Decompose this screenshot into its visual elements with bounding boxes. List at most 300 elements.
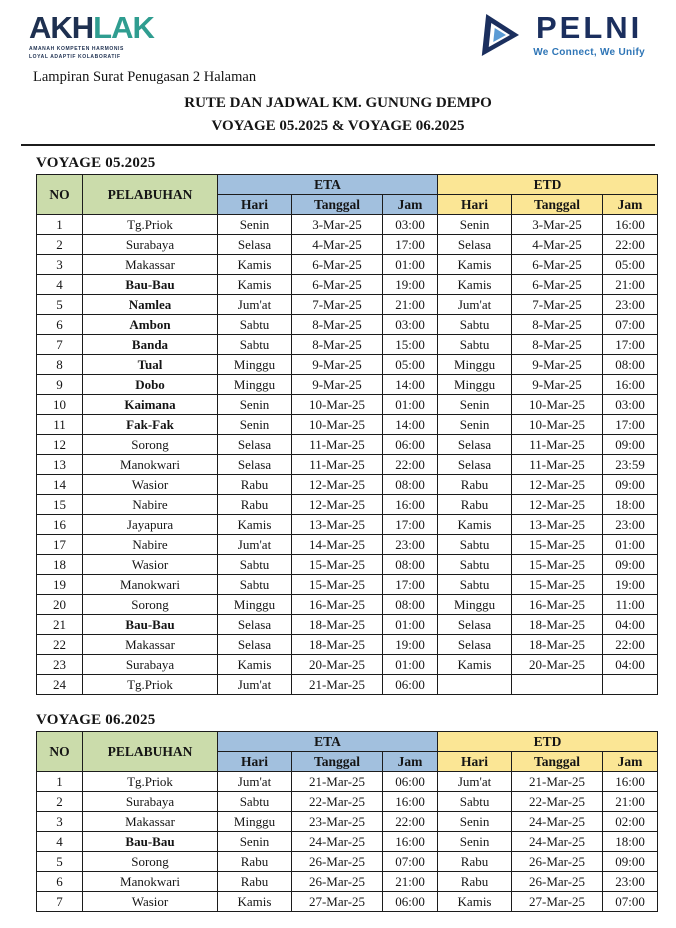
cell-etd-hari: Sabtu — [438, 315, 512, 335]
cell-eta-tanggal: 15-Mar-25 — [292, 575, 383, 595]
cell-no: 20 — [37, 595, 83, 615]
cell-etd-jam: 17:00 — [603, 335, 658, 355]
cell-etd-hari: Minggu — [438, 355, 512, 375]
cell-port: Fak-Fak — [83, 415, 218, 435]
cell-etd-tanggal: 12-Mar-25 — [512, 475, 603, 495]
cell-etd-jam: 18:00 — [603, 495, 658, 515]
cell-eta-tanggal: 27-Mar-25 — [292, 892, 383, 912]
cell-etd-tanggal: 9-Mar-25 — [512, 375, 603, 395]
cell-eta-hari: Sabtu — [218, 575, 292, 595]
cell-no: 6 — [37, 872, 83, 892]
cell-etd-tanggal: 24-Mar-25 — [512, 832, 603, 852]
cell-etd-hari — [438, 675, 512, 695]
cell-eta-jam: 21:00 — [383, 872, 438, 892]
cell-eta-jam: 23:00 — [383, 535, 438, 555]
cell-no: 17 — [37, 535, 83, 555]
cell-eta-jam: 08:00 — [383, 595, 438, 615]
cell-port: Dobo — [83, 375, 218, 395]
col-header-pelabuhan: PELABUHAN — [83, 175, 218, 215]
cell-no: 14 — [37, 475, 83, 495]
document-title — [19, 92, 657, 137]
cell-etd-jam: 05:00 — [603, 255, 658, 275]
cell-eta-jam: 19:00 — [383, 635, 438, 655]
cell-port: Manokwari — [83, 575, 218, 595]
cell-etd-hari: Kamis — [438, 275, 512, 295]
schedule-row — [37, 335, 658, 355]
schedule-row — [37, 375, 658, 395]
cell-port: Sorong — [83, 435, 218, 455]
akhlak-word-part2: LAK — [93, 10, 154, 45]
cell-port: Tg.Priok — [83, 215, 218, 235]
schedule-row — [37, 435, 658, 455]
col-header-etd-hari: Hari — [438, 195, 512, 215]
cell-port: Namlea — [83, 295, 218, 315]
cell-etd-jam: 22:00 — [603, 235, 658, 255]
cell-etd-hari: Kamis — [438, 892, 512, 912]
cell-eta-hari: Minggu — [218, 375, 292, 395]
col-header-etd-hari: Hari — [438, 752, 512, 772]
schedule-row — [37, 455, 658, 475]
table-gap — [19, 695, 657, 708]
col-group-eta: ETA — [218, 732, 438, 752]
table-header-row-1 — [37, 175, 658, 195]
cell-eta-hari: Kamis — [218, 275, 292, 295]
cell-etd-tanggal: 15-Mar-25 — [512, 555, 603, 575]
cell-no: 12 — [37, 435, 83, 455]
cell-eta-tanggal: 11-Mar-25 — [292, 455, 383, 475]
pelni-name: PELNI — [535, 10, 643, 45]
voyage1-title: VOYAGE 05.2025 — [36, 155, 156, 171]
cell-etd-tanggal: 16-Mar-25 — [512, 595, 603, 615]
cell-eta-tanggal: 10-Mar-25 — [292, 395, 383, 415]
cell-no: 22 — [37, 635, 83, 655]
col-group-etd: ETD — [438, 175, 658, 195]
cell-no: 7 — [37, 335, 83, 355]
cell-eta-jam: 15:00 — [383, 335, 438, 355]
pelni-logo — [481, 12, 645, 63]
col-header-etd-tanggal: Tanggal — [512, 752, 603, 772]
cell-eta-jam: 16:00 — [383, 832, 438, 852]
cell-etd-jam: 07:00 — [603, 315, 658, 335]
cell-etd-jam: 23:00 — [603, 295, 658, 315]
schedule-row — [37, 535, 658, 555]
cell-etd-tanggal: 26-Mar-25 — [512, 872, 603, 892]
cell-etd-jam: 03:00 — [603, 395, 658, 415]
cell-no: 11 — [37, 415, 83, 435]
cell-port: Tg.Priok — [83, 675, 218, 695]
schedule-row — [37, 892, 658, 912]
cell-etd-jam: 18:00 — [603, 832, 658, 852]
cell-etd-hari: Sabtu — [438, 575, 512, 595]
cell-etd-jam: 17:00 — [603, 415, 658, 435]
col-header-etd-jam: Jam — [603, 752, 658, 772]
title-divider — [21, 144, 655, 146]
cell-eta-hari: Jum'at — [218, 675, 292, 695]
cell-eta-tanggal: 8-Mar-25 — [292, 315, 383, 335]
cell-no: 2 — [37, 235, 83, 255]
cell-etd-tanggal: 20-Mar-25 — [512, 655, 603, 675]
schedule-row — [37, 772, 658, 792]
cell-eta-jam: 01:00 — [383, 655, 438, 675]
cell-eta-jam: 08:00 — [383, 475, 438, 495]
cell-eta-tanggal: 18-Mar-25 — [292, 635, 383, 655]
cell-eta-tanggal: 26-Mar-25 — [292, 852, 383, 872]
cell-no: 19 — [37, 575, 83, 595]
schedule-row — [37, 215, 658, 235]
cell-etd-hari: Senin — [438, 395, 512, 415]
cell-eta-jam: 01:00 — [383, 615, 438, 635]
cell-eta-hari: Rabu — [218, 872, 292, 892]
col-header-eta-jam: Jam — [383, 195, 438, 215]
col-header-etd-jam: Jam — [603, 195, 658, 215]
cell-etd-tanggal: 26-Mar-25 — [512, 852, 603, 872]
col-group-eta: ETA — [218, 175, 438, 195]
cell-eta-tanggal: 6-Mar-25 — [292, 255, 383, 275]
cell-eta-jam: 14:00 — [383, 415, 438, 435]
cell-port: Sorong — [83, 852, 218, 872]
cell-eta-tanggal: 26-Mar-25 — [292, 872, 383, 892]
cell-eta-hari: Kamis — [218, 655, 292, 675]
col-header-eta-hari: Hari — [218, 195, 292, 215]
cell-eta-jam: 16:00 — [383, 495, 438, 515]
cell-etd-hari: Sabtu — [438, 335, 512, 355]
cell-port: Bau-Bau — [83, 615, 218, 635]
cell-eta-tanggal: 20-Mar-25 — [292, 655, 383, 675]
cell-etd-tanggal: 3-Mar-25 — [512, 215, 603, 235]
cell-no: 18 — [37, 555, 83, 575]
cell-etd-hari: Senin — [438, 415, 512, 435]
cell-no: 4 — [37, 832, 83, 852]
cell-etd-hari: Jum'at — [438, 772, 512, 792]
col-group-etd: ETD — [438, 732, 658, 752]
cell-etd-jam: 01:00 — [603, 535, 658, 555]
voyage2-schedule-table — [36, 731, 658, 912]
table-header-row-1 — [37, 732, 658, 752]
cell-etd-hari: Minggu — [438, 595, 512, 615]
akhlak-word-part1: AKH — [29, 10, 94, 45]
schedule-row — [37, 812, 658, 832]
cell-eta-hari: Minggu — [218, 355, 292, 375]
cell-no: 13 — [37, 455, 83, 475]
cell-etd-jam: 19:00 — [603, 575, 658, 595]
cell-no: 5 — [37, 852, 83, 872]
cell-etd-tanggal: 11-Mar-25 — [512, 455, 603, 475]
cell-port: Wasior — [83, 892, 218, 912]
schedule-row — [37, 555, 658, 575]
cell-eta-jam: 08:00 — [383, 555, 438, 575]
cell-eta-hari: Jum'at — [218, 535, 292, 555]
schedule-row — [37, 872, 658, 892]
voyage2-title: VOYAGE 06.2025 — [36, 712, 156, 728]
cell-eta-jam: 03:00 — [383, 215, 438, 235]
cell-eta-tanggal: 9-Mar-25 — [292, 355, 383, 375]
cell-etd-jam: 09:00 — [603, 852, 658, 872]
cell-port: Makassar — [83, 255, 218, 275]
cell-etd-tanggal: 11-Mar-25 — [512, 435, 603, 455]
cell-no: 2 — [37, 792, 83, 812]
cell-eta-jam: 21:00 — [383, 295, 438, 315]
schedule-row — [37, 852, 658, 872]
cell-port: Ambon — [83, 315, 218, 335]
cell-port: Surabaya — [83, 792, 218, 812]
schedule-row — [37, 295, 658, 315]
cell-etd-jam: 16:00 — [603, 215, 658, 235]
cell-etd-hari: Rabu — [438, 475, 512, 495]
cell-eta-hari: Kamis — [218, 515, 292, 535]
schedule-row — [37, 575, 658, 595]
pelni-tagline: We Connect, We Unify — [533, 47, 645, 58]
voyage1-schedule-table — [36, 174, 658, 695]
cell-eta-hari: Minggu — [218, 595, 292, 615]
akhlak-logo — [29, 12, 154, 61]
document-title-line1: RUTE DAN JADWAL KM. GUNUNG DEMPO — [184, 95, 492, 111]
cell-eta-hari: Sabtu — [218, 335, 292, 355]
cell-eta-jam: 22:00 — [383, 812, 438, 832]
cell-port: Manokwari — [83, 455, 218, 475]
cell-eta-hari: Minggu — [218, 812, 292, 832]
cell-etd-jam: 11:00 — [603, 595, 658, 615]
cell-no: 3 — [37, 255, 83, 275]
cell-etd-jam: 16:00 — [603, 375, 658, 395]
cell-port: Makassar — [83, 812, 218, 832]
schedule-row — [37, 792, 658, 812]
cell-no: 8 — [37, 355, 83, 375]
cell-etd-jam: 07:00 — [603, 892, 658, 912]
schedule-row — [37, 832, 658, 852]
cell-eta-hari: Sabtu — [218, 555, 292, 575]
cell-eta-tanggal: 4-Mar-25 — [292, 235, 383, 255]
pelni-text-block — [533, 12, 645, 58]
cell-etd-hari: Sabtu — [438, 535, 512, 555]
cell-etd-tanggal: 8-Mar-25 — [512, 315, 603, 335]
cell-no: 7 — [37, 892, 83, 912]
cell-eta-tanggal: 3-Mar-25 — [292, 215, 383, 235]
cell-no: 15 — [37, 495, 83, 515]
cell-no: 6 — [37, 315, 83, 335]
cell-eta-jam: 06:00 — [383, 675, 438, 695]
cell-etd-hari: Sabtu — [438, 792, 512, 812]
cell-etd-tanggal: 15-Mar-25 — [512, 575, 603, 595]
cell-etd-hari: Sabtu — [438, 555, 512, 575]
cell-eta-tanggal: 16-Mar-25 — [292, 595, 383, 615]
cell-etd-jam: 04:00 — [603, 655, 658, 675]
col-header-pelabuhan: PELABUHAN — [83, 732, 218, 772]
schedule-row — [37, 515, 658, 535]
cell-etd-tanggal: 7-Mar-25 — [512, 295, 603, 315]
cell-eta-tanggal: 8-Mar-25 — [292, 335, 383, 355]
cell-eta-hari: Senin — [218, 832, 292, 852]
col-header-no: NO — [37, 732, 83, 772]
cell-etd-hari: Minggu — [438, 375, 512, 395]
cell-eta-jam: 05:00 — [383, 355, 438, 375]
cell-eta-hari: Kamis — [218, 255, 292, 275]
schedule-row — [37, 275, 658, 295]
cell-eta-hari: Rabu — [218, 495, 292, 515]
cell-eta-tanggal: 22-Mar-25 — [292, 792, 383, 812]
cell-eta-tanggal: 13-Mar-25 — [292, 515, 383, 535]
cell-no: 24 — [37, 675, 83, 695]
cell-no: 5 — [37, 295, 83, 315]
cell-eta-tanggal: 23-Mar-25 — [292, 812, 383, 832]
cell-eta-tanggal: 9-Mar-25 — [292, 375, 383, 395]
cell-etd-hari: Selasa — [438, 615, 512, 635]
cell-etd-jam: 09:00 — [603, 475, 658, 495]
schedule-row — [37, 355, 658, 375]
cell-eta-hari: Rabu — [218, 475, 292, 495]
cell-etd-hari: Selasa — [438, 455, 512, 475]
col-header-eta-tanggal: Tanggal — [292, 195, 383, 215]
cell-eta-tanggal: 10-Mar-25 — [292, 415, 383, 435]
cell-etd-tanggal: 9-Mar-25 — [512, 355, 603, 375]
cell-eta-jam: 19:00 — [383, 275, 438, 295]
cell-port: Surabaya — [83, 235, 218, 255]
cell-eta-tanggal: 15-Mar-25 — [292, 555, 383, 575]
cell-etd-hari: Rabu — [438, 852, 512, 872]
cell-etd-tanggal: 18-Mar-25 — [512, 635, 603, 655]
cell-port: Jayapura — [83, 515, 218, 535]
cell-etd-tanggal — [512, 675, 603, 695]
cell-eta-hari: Jum'at — [218, 772, 292, 792]
cell-eta-jam: 17:00 — [383, 515, 438, 535]
cell-etd-jam — [603, 675, 658, 695]
cell-eta-tanggal: 21-Mar-25 — [292, 772, 383, 792]
cell-eta-tanggal: 12-Mar-25 — [292, 475, 383, 495]
cell-port: Nabire — [83, 535, 218, 555]
cell-etd-hari: Senin — [438, 832, 512, 852]
cell-port: Wasior — [83, 555, 218, 575]
cell-no: 4 — [37, 275, 83, 295]
cell-eta-hari: Senin — [218, 215, 292, 235]
cell-etd-tanggal: 13-Mar-25 — [512, 515, 603, 535]
page-header — [19, 10, 657, 63]
schedule-row — [37, 315, 658, 335]
cell-port: Wasior — [83, 475, 218, 495]
col-header-no: NO — [37, 175, 83, 215]
cell-no: 1 — [37, 215, 83, 235]
cell-eta-jam: 03:00 — [383, 315, 438, 335]
cell-etd-jam: 09:00 — [603, 555, 658, 575]
schedule-row — [37, 475, 658, 495]
cell-port: Tg.Priok — [83, 772, 218, 792]
cell-no: 21 — [37, 615, 83, 635]
cell-etd-tanggal: 27-Mar-25 — [512, 892, 603, 912]
cell-port: Bau-Bau — [83, 832, 218, 852]
cell-eta-hari: Selasa — [218, 635, 292, 655]
cell-eta-tanggal: 21-Mar-25 — [292, 675, 383, 695]
col-header-eta-hari: Hari — [218, 752, 292, 772]
cell-eta-jam: 01:00 — [383, 255, 438, 275]
cell-eta-hari: Sabtu — [218, 792, 292, 812]
cell-no: 9 — [37, 375, 83, 395]
col-header-etd-tanggal: Tanggal — [512, 195, 603, 215]
cell-etd-tanggal: 10-Mar-25 — [512, 395, 603, 415]
cell-etd-tanggal: 18-Mar-25 — [512, 615, 603, 635]
cell-eta-hari: Kamis — [218, 892, 292, 912]
cell-port: Surabaya — [83, 655, 218, 675]
cell-etd-jam: 22:00 — [603, 635, 658, 655]
cell-no: 16 — [37, 515, 83, 535]
schedule-row — [37, 675, 658, 695]
cell-eta-jam: 17:00 — [383, 235, 438, 255]
cell-no: 3 — [37, 812, 83, 832]
schedule-row — [37, 395, 658, 415]
cell-etd-jam: 21:00 — [603, 792, 658, 812]
cell-etd-tanggal: 6-Mar-25 — [512, 255, 603, 275]
cell-etd-jam: 23:00 — [603, 872, 658, 892]
cell-eta-tanggal: 18-Mar-25 — [292, 615, 383, 635]
schedule-row — [37, 235, 658, 255]
cell-eta-hari: Selasa — [218, 235, 292, 255]
col-header-eta-tanggal: Tanggal — [292, 752, 383, 772]
cell-eta-jam: 22:00 — [383, 455, 438, 475]
cell-eta-jam: 06:00 — [383, 892, 438, 912]
cell-etd-tanggal: 6-Mar-25 — [512, 275, 603, 295]
cell-etd-tanggal: 8-Mar-25 — [512, 335, 603, 355]
cell-eta-jam: 16:00 — [383, 792, 438, 812]
akhlak-values-text — [29, 46, 154, 61]
cell-etd-hari: Rabu — [438, 495, 512, 515]
cell-eta-jam: 14:00 — [383, 375, 438, 395]
cell-etd-jam: 02:00 — [603, 812, 658, 832]
cell-etd-tanggal: 4-Mar-25 — [512, 235, 603, 255]
cell-eta-tanggal: 11-Mar-25 — [292, 435, 383, 455]
cell-no: 10 — [37, 395, 83, 415]
cell-eta-hari: Senin — [218, 415, 292, 435]
cell-etd-hari: Selasa — [438, 635, 512, 655]
cell-etd-tanggal: 15-Mar-25 — [512, 535, 603, 555]
cell-etd-jam: 21:00 — [603, 275, 658, 295]
cell-etd-hari: Senin — [438, 812, 512, 832]
cell-etd-hari: Selasa — [438, 235, 512, 255]
akhlak-wordmark — [29, 12, 154, 43]
pelni-arrow-icon — [481, 12, 525, 63]
cell-port: Sorong — [83, 595, 218, 615]
cell-eta-jam: 07:00 — [383, 852, 438, 872]
akhlak-values-line1: AMANAH KOMPETEN HARMONIS — [29, 46, 124, 52]
cell-port: Tual — [83, 355, 218, 375]
cell-eta-hari: Sabtu — [218, 315, 292, 335]
cell-eta-tanggal: 7-Mar-25 — [292, 295, 383, 315]
cell-etd-hari: Kamis — [438, 655, 512, 675]
cell-etd-tanggal: 10-Mar-25 — [512, 415, 603, 435]
cell-etd-hari: Selasa — [438, 435, 512, 455]
cell-eta-tanggal: 14-Mar-25 — [292, 535, 383, 555]
cell-eta-jam: 17:00 — [383, 575, 438, 595]
attachment-note: Lampiran Surat Penugasan 2 Halaman — [33, 69, 257, 85]
cell-eta-jam: 06:00 — [383, 435, 438, 455]
schedule-row — [37, 595, 658, 615]
cell-port: Nabire — [83, 495, 218, 515]
schedule-row — [37, 655, 658, 675]
schedule-row — [37, 635, 658, 655]
cell-eta-tanggal: 24-Mar-25 — [292, 832, 383, 852]
col-header-eta-jam: Jam — [383, 752, 438, 772]
cell-eta-hari: Jum'at — [218, 295, 292, 315]
cell-eta-hari: Selasa — [218, 455, 292, 475]
cell-etd-hari: Senin — [438, 215, 512, 235]
cell-etd-tanggal: 24-Mar-25 — [512, 812, 603, 832]
cell-eta-hari: Selasa — [218, 435, 292, 455]
cell-etd-tanggal: 22-Mar-25 — [512, 792, 603, 812]
cell-etd-jam: 23:59 — [603, 455, 658, 475]
cell-etd-hari: Kamis — [438, 515, 512, 535]
cell-port: Banda — [83, 335, 218, 355]
cell-port: Makassar — [83, 635, 218, 655]
cell-etd-jam: 23:00 — [603, 515, 658, 535]
cell-no: 1 — [37, 772, 83, 792]
schedule-row — [37, 415, 658, 435]
cell-eta-jam: 01:00 — [383, 395, 438, 415]
